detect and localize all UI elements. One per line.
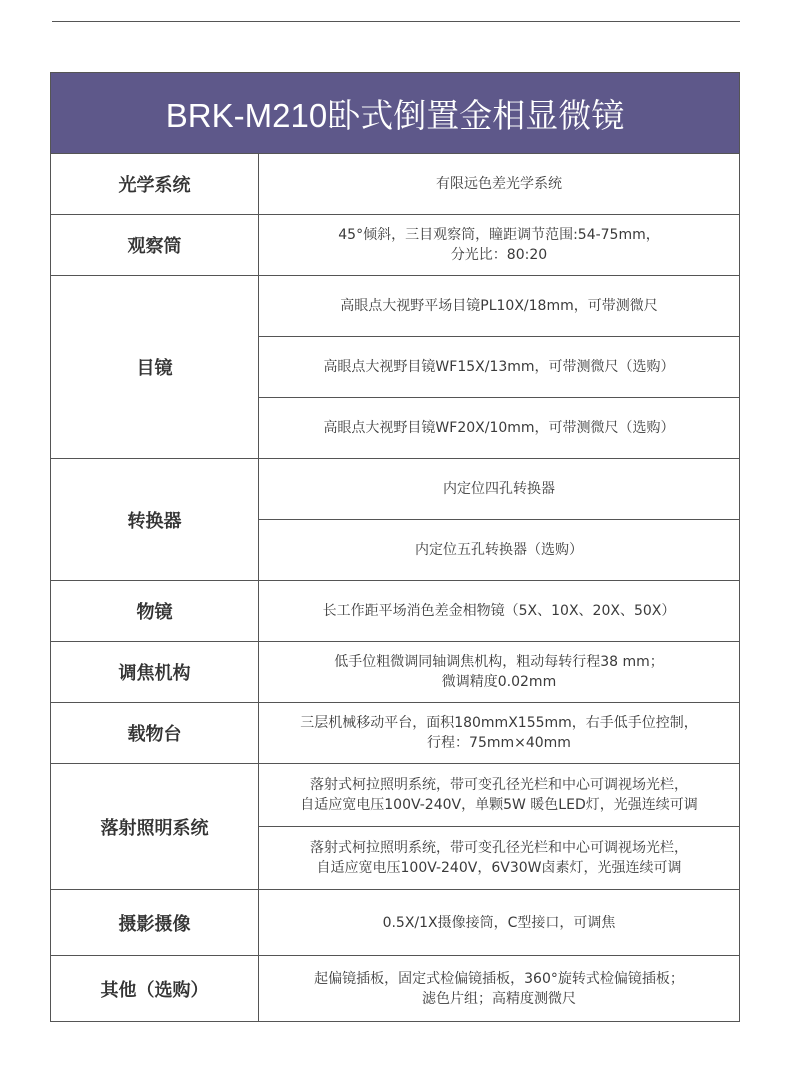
top-divider xyxy=(52,21,740,22)
spec-row xyxy=(51,276,739,459)
spec-values xyxy=(259,956,739,1021)
spec-value-cell xyxy=(259,397,739,458)
spec-values xyxy=(259,459,739,580)
spec-value-cell xyxy=(259,459,739,519)
spec-value-cell xyxy=(259,890,739,955)
spec-value-cell xyxy=(259,276,739,336)
spec-rows xyxy=(51,154,739,1021)
spec-value-line: 内定位五孔转换器（选购） xyxy=(415,542,583,558)
spec-value-line: 三层机械移动平台，面积180mmX155mm，右手低手位控制， xyxy=(300,715,698,731)
spec-value-cell xyxy=(259,154,739,214)
spec-value-line: 落射式柯拉照明系统，带可变孔径光栏和中心可调视场光栏， xyxy=(310,840,688,856)
spec-value-cell xyxy=(259,215,739,275)
spec-value-cell xyxy=(259,764,739,826)
spec-value-line: 高眼点大视野目镜WF20X/10mm，可带测微尺（选购） xyxy=(323,420,675,436)
spec-value-cell xyxy=(259,642,739,702)
spec-row xyxy=(51,956,739,1021)
spec-row xyxy=(51,764,739,890)
spec-value-line: 高眼点大视野平场目镜PL10X/18mm，可带测微尺 xyxy=(340,298,658,314)
spec-value-line: 0.5X/1X摄像接筒，C型接口，可调焦 xyxy=(382,914,616,931)
spec-values xyxy=(259,215,739,275)
spec-value-line: 长工作距平场消色差金相物镜（5X、10X、20X、50X） xyxy=(322,603,676,619)
spec-value-line: 自适应宽电压100V-240V，单颗5W 暖色LED灯，光强连续可调 xyxy=(300,797,698,813)
spec-value-line: 有限远色差光学系统 xyxy=(436,176,562,192)
spec-value-line: 45°倾斜，三目观察筒，瞳距调节范围:54-75mm， xyxy=(338,227,660,243)
spec-row xyxy=(51,215,739,276)
spec-values xyxy=(259,764,739,889)
spec-value-line: 自适应宽电压100V-240V，6V30W卤素灯，光强连续可调 xyxy=(316,860,682,876)
spec-values xyxy=(259,154,739,214)
spec-row xyxy=(51,703,739,764)
spec-values xyxy=(259,703,739,763)
spec-value-line: 分光比：80:20 xyxy=(450,247,548,263)
spec-label: 目镜 xyxy=(51,276,259,458)
spec-value-line: 低手位粗微调同轴调焦机构，粗动每转行程38 mm； xyxy=(334,654,664,670)
spec-values xyxy=(259,642,739,702)
spec-row xyxy=(51,642,739,703)
spec-value-line: 微调精度0.02mm xyxy=(441,674,557,690)
spec-row xyxy=(51,581,739,642)
spec-label: 落射照明系统 xyxy=(51,764,259,889)
spec-value-cell xyxy=(259,826,739,889)
spec-values xyxy=(259,581,739,641)
spec-label: 摄影摄像 xyxy=(51,890,259,955)
spec-label: 其他（选购） xyxy=(51,956,259,1021)
spec-value-line: 落射式柯拉照明系统，带可变孔径光栏和中心可调视场光栏， xyxy=(310,777,688,793)
spec-label: 光学系统 xyxy=(51,154,259,214)
spec-label: 转换器 xyxy=(51,459,259,580)
spec-values xyxy=(259,276,739,458)
spec-label: 物镜 xyxy=(51,581,259,641)
spec-row xyxy=(51,890,739,956)
spec-value-line: 起偏镜插板，固定式检偏镜插板，360°旋转式检偏镜插板； xyxy=(314,970,684,987)
spec-value-line: 内定位四孔转换器 xyxy=(443,481,555,497)
spec-label: 观察筒 xyxy=(51,215,259,275)
spec-label: 载物台 xyxy=(51,703,259,763)
spec-value-line: 行程：75mm×40mm xyxy=(427,735,571,751)
spec-value-cell xyxy=(259,519,739,580)
spec-values xyxy=(259,890,739,955)
spec-value-cell xyxy=(259,581,739,641)
spec-value-cell xyxy=(259,956,739,1021)
spec-table xyxy=(50,72,740,1022)
spec-row xyxy=(51,154,739,215)
spec-value-line: 滤色片组；高精度测微尺 xyxy=(421,990,576,1007)
spec-value-cell xyxy=(259,703,739,763)
spec-value-line: 高眼点大视野目镜WF15X/13mm，可带测微尺（选购） xyxy=(323,359,675,375)
spec-row xyxy=(51,459,739,581)
spec-label: 调焦机构 xyxy=(51,642,259,702)
spec-table-title: BRK-M210卧式倒置金相显微镜 xyxy=(51,73,739,154)
spec-value-cell xyxy=(259,336,739,397)
